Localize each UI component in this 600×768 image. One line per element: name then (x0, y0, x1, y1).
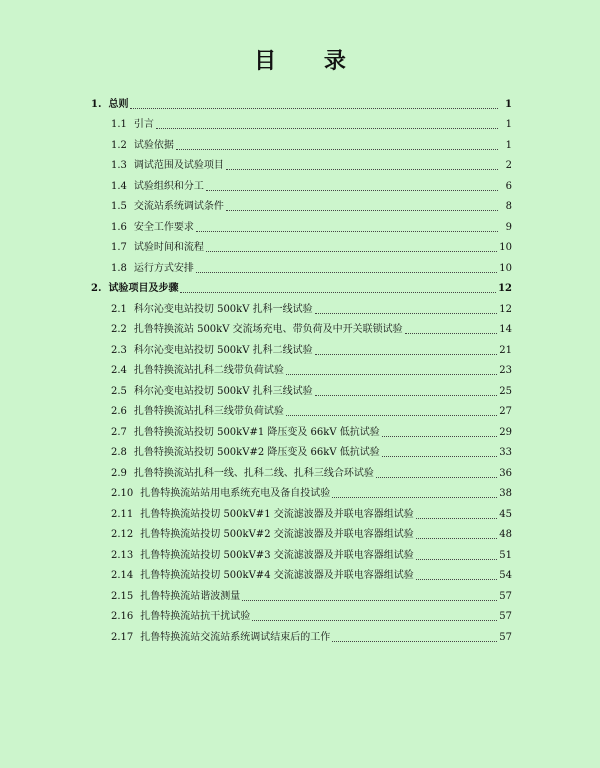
toc-entry-page: 38 (499, 488, 512, 499)
toc-entry-page: 14 (499, 324, 512, 335)
toc-entry[interactable] (91, 213, 512, 234)
toc-entry-title: 科尔沁变电站投切 500kV 扎科三线试验 (133, 385, 313, 397)
toc-entry-page: 1 (505, 139, 512, 151)
toc-entry-page: 57 (499, 590, 512, 602)
toc-leader-dots (416, 578, 498, 580)
toc-entry-number: 1.1 (111, 119, 127, 130)
toc-entry-title: 扎鲁特换流站投切 500kV#2 交流滤波器及并联电容器组试验 (140, 529, 414, 540)
toc-entry-number: 1.5 (111, 201, 127, 212)
toc-entry[interactable] (91, 234, 512, 255)
toc-entry-title: 扎鲁特换流站抗干扰试验 (140, 611, 251, 622)
toc-leader-dots (180, 291, 496, 293)
toc-entry-title: 试验依据 (133, 139, 174, 151)
toc-entry-page: 57 (499, 631, 512, 643)
toc-entry-number: 1.8 (111, 262, 127, 274)
toc-entry-number: 1.3 (111, 160, 127, 171)
toc-entry-number: 2.8 (111, 447, 127, 458)
toc-entry[interactable] (91, 295, 512, 316)
toc-entry[interactable] (91, 111, 512, 132)
toc-entry-title: 科尔沁变电站投切 500kV 扎科一线试验 (133, 303, 313, 315)
toc-entry-page: 51 (499, 549, 512, 561)
toc-entry-page: 21 (499, 344, 512, 356)
toc-entry-number: 2.10 (111, 488, 134, 499)
toc-entry-number: 1.7 (111, 242, 127, 253)
toc-leader-dots (416, 517, 498, 519)
toc-entry-page: 10 (499, 262, 512, 274)
toc-entry[interactable] (91, 439, 512, 460)
toc-entry-number: 2.11 (111, 508, 134, 520)
toc-entry-number: 2. (91, 283, 102, 294)
toc-entry[interactable] (91, 316, 512, 337)
toc-leader-dots (315, 312, 498, 314)
toc-entry-title: 扎鲁特换流站 500kV 交流场充电、带负荷及中开关联锁试验 (133, 324, 403, 335)
toc-entry-number: 2.17 (111, 631, 134, 643)
toc-entry-title: 试验时间和流程 (133, 242, 204, 253)
toc-entry-title: 交流站系统调试条件 (133, 201, 224, 212)
toc-leader-dots (252, 619, 497, 621)
toc-leader-dots (156, 127, 498, 129)
page-title: 目 录 (254, 48, 366, 74)
toc-entry-title: 扎鲁特换流站投切 500kV#3 交流滤波器及并联电容器组试验 (140, 549, 414, 561)
toc-entry-title: 扎鲁特换流站扎科二线带负荷试验 (133, 365, 284, 376)
toc-leader-dots (332, 640, 497, 642)
toc-entry-title: 扎鲁特换流站投切 500kV#1 降压变及 66kV 低抗试验 (133, 426, 380, 438)
toc-entry-page: 1 (505, 98, 512, 110)
toc-leader-dots (315, 394, 498, 396)
toc-entry-title: 扎鲁特换流站投切 500kV#1 交流滤波器及并联电容器组试验 (140, 508, 414, 520)
toc-leader-dots (416, 537, 498, 539)
toc-entry[interactable] (91, 582, 512, 603)
toc-entry-number: 2.12 (111, 529, 134, 540)
toc-entry-title: 科尔沁变电站投切 500kV 扎科二线试验 (133, 344, 313, 356)
toc-entry-title: 安全工作要求 (133, 221, 194, 233)
toc-entry-title: 扎鲁特换流站谐波测量 (140, 590, 241, 602)
toc-entry[interactable] (91, 603, 512, 624)
toc-entry-page: 27 (499, 406, 512, 417)
toc-entry-page: 23 (499, 365, 512, 376)
toc-entry-title: 扎鲁特换流站扎科一线、扎科二线、扎科三线合环试验 (133, 467, 374, 479)
toc-entry-title: 总则 (108, 98, 129, 110)
toc-entry-page: 1 (505, 119, 512, 130)
toc-entry[interactable] (91, 562, 512, 583)
toc-entry-title: 扎鲁特换流站扎科三线带负荷试验 (133, 406, 284, 417)
toc-entry-title: 扎鲁特换流站投切 500kV#2 降压变及 66kV 低抗试验 (133, 447, 380, 458)
toc-leader-dots (196, 271, 497, 273)
toc-entry-number: 1.6 (111, 221, 127, 233)
toc-entry-number: 2.5 (111, 385, 127, 397)
toc-entry-title: 扎鲁特换流站站用电系统充电及备自投试验 (140, 488, 331, 499)
toc-entry-number: 2.14 (111, 570, 134, 581)
toc-leader-dots (332, 496, 497, 498)
toc-leader-dots (315, 353, 498, 355)
toc-entry-title: 试验项目及步骤 (108, 283, 179, 294)
toc-entry[interactable] (91, 172, 512, 193)
toc-leader-dots (206, 189, 498, 191)
toc-entry-title: 运行方式安排 (133, 262, 194, 274)
toc-entry-number: 2.13 (111, 549, 134, 561)
toc-entry-number: 2.3 (111, 344, 127, 356)
toc-entry[interactable] (91, 336, 512, 357)
toc-leader-dots (176, 148, 498, 150)
toc-entry-page: 12 (498, 283, 512, 294)
toc-entry[interactable] (91, 521, 512, 542)
toc-entry-page: 54 (499, 570, 512, 581)
toc-entry-title: 试验组织和分工 (133, 180, 204, 192)
toc-entry-page: 10 (499, 242, 512, 253)
table-of-contents (91, 90, 512, 644)
toc-leader-dots (206, 250, 497, 252)
toc-entry[interactable] (91, 623, 512, 644)
toc-entry-title: 扎鲁特换流站投切 500kV#4 交流滤波器及并联电容器组试验 (140, 570, 414, 581)
toc-leader-dots (130, 107, 498, 109)
toc-entry-page: 6 (505, 180, 512, 192)
toc-leader-dots (242, 599, 497, 601)
toc-leader-dots (226, 209, 498, 211)
toc-entry[interactable] (91, 357, 512, 378)
toc-entry-number: 2.1 (111, 303, 127, 315)
toc-entry[interactable] (91, 418, 512, 439)
toc-entry[interactable] (91, 152, 512, 173)
toc-entry-number: 2.15 (111, 590, 134, 602)
toc-entry[interactable] (91, 500, 512, 521)
toc-entry[interactable] (91, 275, 512, 296)
toc-entry[interactable] (91, 480, 512, 501)
toc-entry-title: 调试范围及试验项目 (133, 160, 224, 171)
toc-entry-page: 36 (499, 467, 512, 479)
toc-entry-page: 2 (505, 160, 512, 171)
toc-leader-dots (376, 476, 497, 478)
toc-entry[interactable] (91, 254, 512, 275)
toc-entry-page: 29 (499, 426, 512, 438)
toc-leader-dots (382, 455, 498, 457)
toc-entry-page: 9 (505, 221, 512, 233)
toc-leader-dots (286, 414, 497, 416)
toc-entry-page: 48 (499, 529, 512, 540)
toc-entry[interactable] (91, 377, 512, 398)
toc-entry-number: 2.7 (111, 426, 127, 438)
toc-entry[interactable] (91, 541, 512, 562)
toc-entry-number: 1.2 (111, 139, 127, 151)
toc-entry[interactable] (91, 131, 512, 152)
toc-entry-page: 33 (499, 447, 512, 458)
toc-entry-number: 1. (91, 98, 102, 110)
toc-leader-dots (405, 332, 498, 334)
toc-entry[interactable] (91, 90, 512, 111)
toc-entry-number: 2.16 (111, 611, 134, 622)
toc-entry-title: 引言 (133, 119, 154, 130)
toc-entry[interactable] (91, 398, 512, 419)
toc-entry-page: 45 (499, 508, 512, 520)
toc-entry-page: 12 (499, 303, 512, 315)
toc-entry[interactable] (91, 193, 512, 214)
toc-entry-title: 扎鲁特换流站交流站系统调试结束后的工作 (140, 631, 331, 643)
toc-leader-dots (226, 168, 498, 170)
toc-entry-number: 2.4 (111, 365, 127, 376)
toc-entry-page: 8 (505, 201, 512, 212)
toc-leader-dots (382, 435, 498, 437)
toc-entry-number: 1.4 (111, 180, 127, 192)
toc-leader-dots (196, 230, 498, 232)
toc-leader-dots (416, 558, 498, 560)
toc-leader-dots (286, 373, 497, 375)
toc-entry-number: 2.2 (111, 324, 127, 335)
toc-entry-number: 2.6 (111, 406, 127, 417)
toc-entry-number: 2.9 (111, 467, 127, 479)
toc-entry[interactable] (91, 459, 512, 480)
toc-entry-page: 25 (499, 385, 512, 397)
toc-entry-page: 57 (499, 611, 512, 622)
